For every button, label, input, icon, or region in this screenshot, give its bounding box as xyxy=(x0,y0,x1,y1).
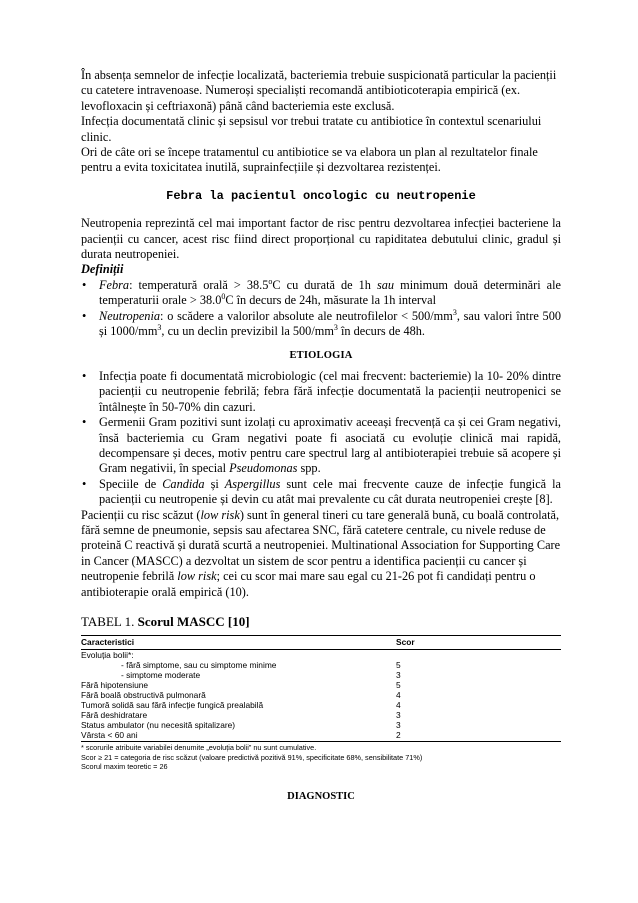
table-note: Scor ≥ 21 = categoria de risc scăzut (valoare predictivă pozitivă 91%, specificitate 68%, sensibilitate 71%) xyxy=(81,752,423,762)
table-cell-characteristic: Evoluția bolii*: xyxy=(81,650,134,661)
table-cell-characteristic: Vârsta < 60 ani xyxy=(81,730,396,742)
table-row xyxy=(81,690,561,700)
term-febra: Febra xyxy=(99,277,130,292)
definition-febra: • Febra: temperatură orală > $38.5^oC$ cu durată de 1h sau minimum două determinări ale temperaturii orale > $38.0^0C$ în decurs de 24h, măsurate la 1h interval xyxy=(82,276,561,308)
intro-paragraph-3: Ori de câte ori se începe tratamentul cu antibiotice se va elabora un plan al rezultatelor finale pentru a evita toxicitatea inutilă, suprainfecțiile și dezvoltarea rezistenței. xyxy=(81,145,538,175)
section-title: Febra la pacientul oncologic cu neutropenie xyxy=(166,188,476,203)
intro-paragraph-1: În absența semnelor de infecție localizată, bacteriemia trebuie suspicionată particular la pacienții cu catetere intravenoase. Numeroși specialiști recomandă antibioticoterapia empirică (ex. levofloxacin și ceftriaxonă) până când bacteriemia este exclusă. xyxy=(81,68,557,113)
document-page xyxy=(81,68,561,804)
table-header-score: Scor xyxy=(396,636,561,650)
bullet-icon: • xyxy=(82,308,87,323)
table-row xyxy=(81,730,561,742)
table-cell-score: 5 xyxy=(396,660,401,671)
table-cell-characteristic: Status ambulator (nu necesită spitalizare) xyxy=(81,720,236,731)
table-row xyxy=(81,660,561,670)
table-cell-score: 3 xyxy=(396,710,401,721)
definitions-heading: Definiții xyxy=(81,262,124,277)
table-cell-score: 4 xyxy=(396,700,401,711)
table-note: Scorul maxim teoretic = 26 xyxy=(81,761,168,771)
table-cell-score: 3 xyxy=(396,670,401,681)
table-cell-characteristic: - simptome moderate xyxy=(121,670,201,681)
etiologia-item-1: • Infecția poate fi documentată microbiologic (cel mai frecvent: bacteriemie) la 10- 20% dintre pacienții cu neutropenie febrilă; febra fără infecție documentată la pacienții neutropenici se întâlnește în 50-70% din cazuri. xyxy=(82,368,561,414)
definitions-list xyxy=(81,278,561,340)
table-row xyxy=(81,700,561,710)
table-header-characteristics: Caracteristici xyxy=(81,636,396,650)
bullet-icon: • xyxy=(82,476,87,491)
table-cell-score: 2 xyxy=(396,730,561,742)
table-cell-characteristic: Tumoră solidă sau fără infecție fungică prealabilă xyxy=(81,700,264,711)
risk-paragraph: Pacienții cu risc scăzut (low risk) sunt în general tineri cu tare generală bună, cu boală controlată, fără semne de pneumonie, sepsis sau afectarea SNC, fără catetere centrale, cu nivele reduse de proteină C reactivă și durată scurtă a neutropeniei. Multinational Association for Supporting Care in Cancer (MASCC) a dezvoltat un sistem de scor pentru a identifica pacienții cu cancer și neutropenie febrilă low risk; cei cu scor mai mare sau egal cu 21-26 pot fi candidați pentru o antibioterapie orală empirică (10). xyxy=(81,507,561,599)
table-cell-score: 4 xyxy=(396,690,401,701)
table-notes xyxy=(81,743,561,771)
table-row xyxy=(81,650,561,661)
etiologia-list xyxy=(81,369,561,508)
table-title: TABEL 1. Scorul MASCC [10] xyxy=(81,614,250,629)
table-note: * scorurile atribuite variabilei denumite „evoluția bolii” nu sunt cumulative. xyxy=(81,743,317,753)
table-row xyxy=(81,710,561,720)
table-cell-score: 3 xyxy=(396,720,401,731)
diagnostic-title: DIAGNOSTIC xyxy=(287,791,355,803)
mascc-table xyxy=(81,635,561,742)
etiologia-item-2: • Germenii Gram pozitivi sunt izolați cu aproximativ aceeași frecvență ca și cei Gram negativi, însă bacteriemia cu Gram negativi poate fi asociată cu evoluție clinică mai rapidă, decompensare și deces, motiv pentru care spectrul larg al antibioterapiei trebuie să acopere și Gram negativii, în special Pseudomonas spp. xyxy=(82,415,561,476)
bullet-icon: • xyxy=(82,277,87,292)
table-cell-characteristic: Fără boală obstructivă pulmonară xyxy=(81,690,206,701)
intro-paragraph-2: Infecția documentată clinic și sepsisul vor trebui tratate cu antibiotice în contextul scenariului clinic. xyxy=(81,114,542,144)
table-row xyxy=(81,680,561,690)
term-neutropenia: Neutropenia xyxy=(99,308,161,323)
bullet-icon: • xyxy=(82,368,87,383)
table-cell-characteristic: Fără deshidratare xyxy=(81,710,148,721)
table-cell-characteristic: Fără hipotensiune xyxy=(81,680,149,691)
definition-neutropenia: • Neutropenia: o scădere a valorilor absolute ale neutrofilelor < $500/mm^3$, sau valori între 500 și $1000/mm^3$, cu un declin previzibil la $500/mm^3$ în decurs de 48h. xyxy=(82,307,561,339)
table-cell-score xyxy=(396,650,561,661)
table-cell-score: 5 xyxy=(396,680,401,691)
table-row xyxy=(81,720,561,730)
etiologia-title: ETIOLOGIA xyxy=(289,349,353,361)
bullet-icon: • xyxy=(82,415,87,430)
etiologia-item-3: • Speciile de Candida și Aspergillus sunt cele mai frecvente cauze de infecție fungică la pacienții cu neutropenie și devin cu atât mai prevalente cu cât durata neutropeniei crește [8]. xyxy=(82,476,561,507)
table-body xyxy=(81,650,561,742)
table-cell-characteristic: - fără simptome, sau cu simptome minime xyxy=(121,660,277,671)
neutropenia-paragraph: Neutropenia reprezintă cel mai important factor de risc pentru dezvoltarea infecției bacteriene la pacienții cu cancer, acest risc fiind direct proporțional cu rapiditatea debutului clinic, gradul și durata neutropeniei. xyxy=(81,216,561,262)
table-row xyxy=(81,670,561,680)
